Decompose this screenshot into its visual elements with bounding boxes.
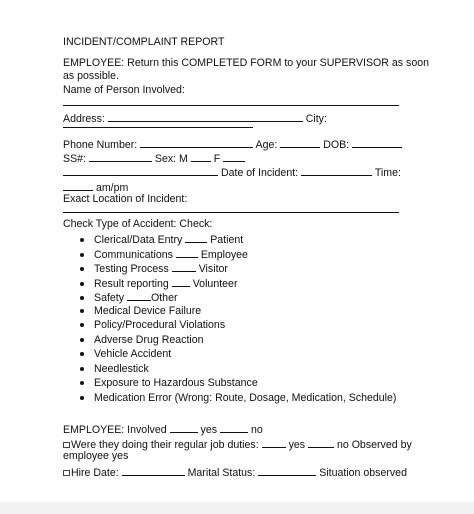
sex-m-field[interactable]: [191, 151, 211, 162]
item-clerical-field[interactable]: [185, 232, 207, 243]
item-other-label: Other: [151, 292, 178, 304]
age-field[interactable]: [280, 137, 320, 148]
bullet-icon: [80, 396, 84, 400]
form-title: INCIDENT/COMPLAINT REPORT: [63, 36, 225, 48]
item-testing-field[interactable]: [172, 261, 196, 272]
item-medication-error-label: Medication Error (Wrong: Route, Dosage, Medication, Schedule): [94, 392, 397, 404]
item-volunteer-label: Volunteer: [192, 278, 238, 290]
name-involved-line[interactable]: [63, 105, 399, 106]
ss-continuation-field[interactable]: [63, 165, 218, 176]
check-type-label: Check Type of Accident: Check:: [63, 218, 213, 230]
involved-no-label: no: [250, 424, 263, 436]
item-needlestick-label: Needlestick: [94, 363, 149, 375]
hire-date-label: Hire Date:: [71, 467, 119, 479]
bullet-icon: [80, 253, 84, 257]
date-row: [63, 165, 401, 180]
no-observed-label: no Observed by: [336, 439, 412, 451]
item-communications-field[interactable]: [176, 247, 198, 258]
checkbox-icon[interactable]: [63, 470, 70, 476]
item-exposure-label: Exposure to Hazardous Substance: [94, 377, 258, 389]
ss-field[interactable]: [89, 151, 152, 162]
bullet-icon: [80, 282, 84, 286]
marital-field[interactable]: [258, 465, 316, 476]
age-label: Age:: [255, 139, 278, 151]
bullet-icon: [80, 367, 84, 371]
item-policy: [80, 319, 225, 332]
item-result: [80, 276, 237, 291]
bullet-icon: [80, 381, 84, 385]
involved-label: EMPLOYEE: Involved: [63, 424, 167, 436]
dob-field[interactable]: [352, 137, 402, 148]
involved-row: [63, 422, 263, 437]
item-safety-label: Safety: [94, 292, 125, 304]
bullet-icon: [80, 296, 84, 300]
bottom-strip: [0, 502, 474, 514]
phone-row: [63, 137, 402, 152]
city-label: City:: [305, 113, 327, 125]
hire-date-field[interactable]: [122, 465, 185, 476]
bullet-icon: [80, 267, 84, 271]
item-medical-device-label: Medical Device Failure: [94, 305, 202, 317]
exact-location-line[interactable]: [63, 212, 399, 213]
item-communications-label: Communications: [94, 249, 173, 261]
item-result-label: Result reporting: [94, 278, 169, 290]
bullet-icon: [80, 352, 84, 356]
item-testing-label: Testing Process: [94, 263, 169, 275]
item-clerical-label: Clerical/Data Entry: [94, 234, 183, 246]
sex-f-field[interactable]: [223, 151, 245, 162]
address-row: [63, 111, 327, 126]
bullet-icon: [80, 238, 84, 242]
item-communications: [80, 247, 248, 262]
item-policy-label: Policy/Procedural Violations: [94, 319, 226, 331]
item-patient-label: Patient: [210, 234, 244, 246]
bullet-icon: [80, 338, 84, 342]
item-vehicle-label: Vehicle Accident: [94, 348, 172, 360]
bullet-icon: [80, 309, 84, 313]
item-adverse-drug: [80, 334, 204, 347]
address-field[interactable]: [108, 111, 303, 122]
address-line-2[interactable]: [63, 127, 253, 128]
sex-f-label: F: [213, 153, 221, 165]
marital-label: Marital Status:: [187, 467, 256, 479]
situation-label: Situation observed: [319, 467, 407, 479]
involved-no-field[interactable]: [220, 422, 248, 433]
sex-label: Sex: M: [154, 153, 188, 165]
involved-yes-label: yes: [200, 424, 218, 436]
checkbox-icon[interactable]: [63, 442, 70, 448]
employee-instruction-line-2: as possible.: [63, 70, 119, 82]
date-incident-label: Date of Incident:: [220, 167, 299, 179]
duties-yes-label: yes: [288, 439, 306, 451]
item-visitor-label: Visitor: [198, 263, 228, 275]
item-medical-device: [80, 305, 201, 318]
hire-row: [63, 465, 407, 480]
item-exposure: [80, 377, 258, 390]
phone-field[interactable]: [140, 137, 253, 148]
item-clerical: [80, 232, 243, 247]
date-incident-field[interactable]: [301, 165, 372, 176]
item-testing: [80, 261, 228, 276]
item-safety-field[interactable]: [127, 290, 151, 301]
item-vehicle: [80, 348, 171, 361]
duties-no-field[interactable]: [308, 437, 334, 448]
time-field[interactable]: [63, 180, 93, 191]
item-needlestick: [80, 363, 149, 376]
ampm-label: am/pm: [95, 182, 129, 194]
bullet-icon: [80, 323, 84, 327]
item-adverse-drug-label: Adverse Drug Reaction: [94, 334, 204, 346]
exact-location-label: Exact Location of Incident:: [63, 193, 188, 205]
duties-question: Were they doing their regular job duties:: [71, 439, 259, 451]
employee-instruction-line-1: EMPLOYEE: Return this COMPLETED FORM to your SUPERVISOR as soon: [63, 57, 429, 69]
dob-label: DOB:: [323, 139, 350, 151]
item-safety: [80, 290, 178, 305]
item-result-field[interactable]: [172, 276, 190, 287]
time-label: Time:: [374, 167, 401, 179]
ss-row: [63, 151, 245, 166]
name-involved-label: Name of Person Involved:: [63, 84, 185, 96]
phone-label: Phone Number:: [63, 139, 138, 151]
address-label: Address:: [63, 113, 105, 125]
involved-yes-field[interactable]: [170, 422, 198, 433]
item-medication-error: [80, 392, 396, 405]
duties-question-continued: employee yes: [63, 450, 129, 462]
item-employee-label: Employee: [200, 249, 248, 261]
duties-yes-field[interactable]: [262, 437, 286, 448]
ss-label: SS#:: [63, 153, 86, 165]
